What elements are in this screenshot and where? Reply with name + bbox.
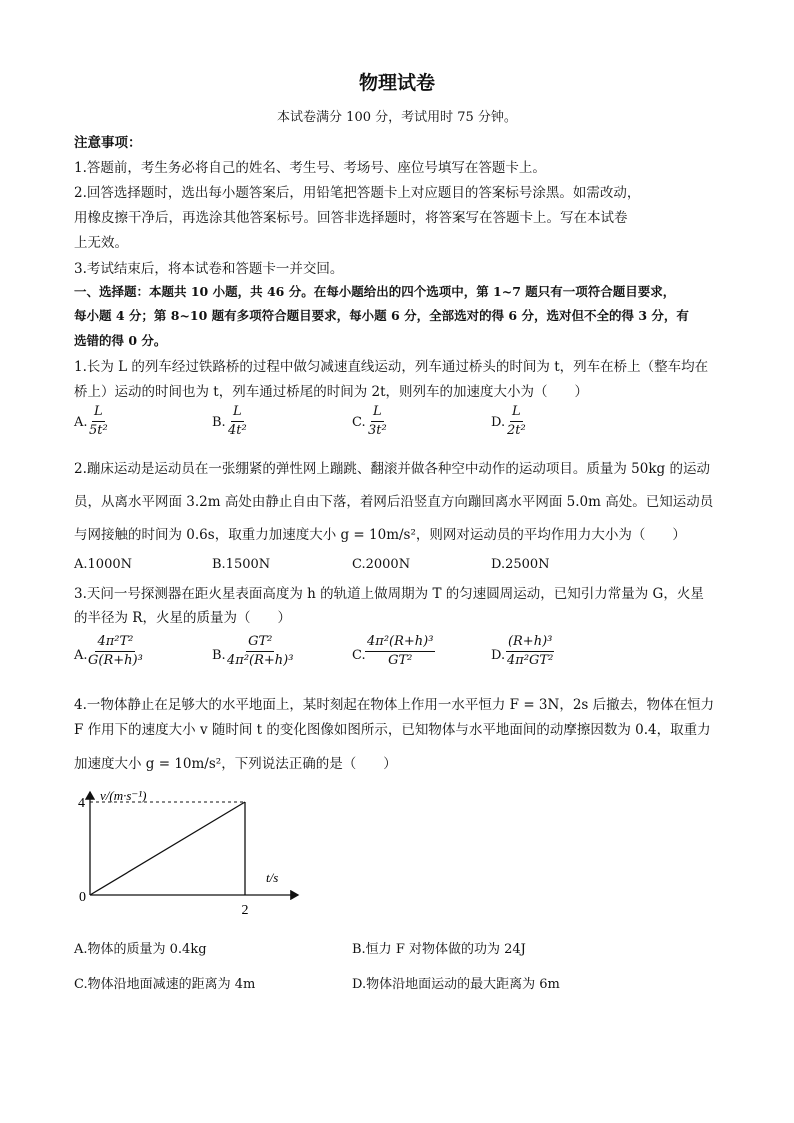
question-4-stem: F 作用下的速度大小 v 随时间 t 的变化图像如图所示，已知物体与水平地面间的动摩擦因数为 0.4，取重力 [74, 722, 711, 738]
page-title: 物理试卷 [358, 72, 435, 94]
velocity-series-line [90, 802, 245, 895]
q4-option-c: C.物体沿地面减速的距离为 4m [74, 977, 256, 992]
q3-option-b-fraction: $\frac{\text{GT²}}{\text{4π²(R+h)³}}$ [227, 634, 294, 668]
velocity-time-chart [70, 782, 310, 917]
q2-option-d: D.2500N [491, 557, 550, 572]
question-4-stem: 加速度大小 g = 10m/s²，下列说法正确的是（ ） [74, 756, 397, 772]
x-axis-label: t/s [266, 870, 279, 885]
q1-option-b-fraction: $\frac{L}{\text{4t²}}$ [228, 404, 247, 438]
q3-option-d-label: D. [491, 648, 506, 663]
section-instructions: 选错的得 0 分。 [74, 333, 167, 348]
q1-option-d-fraction: $\frac{L}{\text{2t²}}$ [507, 404, 526, 438]
question-2-stem: 员，从离水平网面 3.2m 高处由静止自由下落，着网后沿竖直方向蹦回离水平网面 5.0m 高处。已知运动员 [74, 494, 714, 510]
q3-option-c-fraction: $\frac{\text{4π²(R+h)³}}{\text{GT²}}$ [367, 634, 434, 668]
q3-option-a-fraction: $\frac{\text{4π²T²}}{\text{G(R+h)³}}$ [88, 634, 143, 668]
question-1-stem: 1.长为 L 的列车经过铁路桥的过程中做匀减速直线运动，列车通过桥头的时间为 t，列车在桥上（整车均在 [74, 359, 709, 375]
q1-option-a-label: A. [74, 415, 88, 430]
q1-option-c-label: C. [352, 415, 366, 430]
notice-item: 上无效。 [74, 235, 128, 251]
q3-option-d-fraction: $\frac{\text{(R+h)³}}{\text{4π²GT²}}$ [507, 634, 554, 668]
notice-item: 用橡皮擦干净后，再选涂其他答案标号。回答非选择题时，将答案写在答题卡上。写在本试卷 [74, 210, 628, 226]
q2-option-c: C.2000N [352, 557, 411, 572]
question-1-stem: 桥上）运动的时间也为 t，列车通过桥尾的时间为 2t，则列车的加速度大小为（ ） [74, 384, 589, 400]
q3-option-b-label: B. [212, 648, 226, 663]
question-2-stem: 2.蹦床运动是运动员在一张绷紧的弹性网上蹦跳、翻滚并做各种空中动作的运动项目。质量为 50kg 的运动 [74, 461, 710, 477]
question-4-stem: 4.一物体静止在足够大的水平地面上，某时刻起在物体上作用一水平恒力 F = 3N，2s 后撤去，物体在恒力 [74, 697, 715, 713]
x-tick-label-0: 0 [79, 890, 86, 905]
section-instructions: 一、选择题：本题共 10 小题，共 46 分。在每小题给出的四个选项中，第 1~7 题只有一项符合题目要求， [74, 284, 676, 299]
notice-item: 1.答题前，考生务必将自己的姓名、考生号、考场号、座位号填写在答题卡上。 [74, 160, 546, 176]
exam-info: 本试卷满分 100 分，考试用时 75 分钟。 [277, 110, 517, 125]
y-axis-label: v/(m·s⁻¹) [100, 788, 147, 803]
question-3-stem: 的半径为 R，火星的质量为（ ） [74, 610, 291, 626]
q4-option-b: B.恒力 F 对物体做的功为 24J [352, 942, 526, 957]
q3-option-a-label: A. [74, 648, 88, 663]
question-2-stem: 与网接触的时间为 0.6s，取重力加速度大小 g = 10m/s²，则网对运动员的平均作用力大小为（ ） [74, 527, 686, 543]
q3-option-c-label: C. [352, 648, 366, 663]
notice-item: 3.考试结束后，将本试卷和答题卡一并交回。 [74, 261, 344, 277]
q1-option-b-label: B. [212, 415, 226, 430]
question-3-stem: 3.天问一号探测器在距火星表面高度为 h 的轨道上做周期为 T 的匀速圆周运动，已知引力常量为 G，火星 [74, 586, 704, 602]
q4-option-a: A.物体的质量为 0.4kg [74, 942, 207, 957]
y-tick-label-4: 4 [78, 796, 85, 811]
notice-heading: 注意事项： [74, 135, 142, 151]
q1-option-d-label: D. [491, 415, 506, 430]
x-tick-label-2: 2 [241, 903, 249, 917]
q1-option-c-fraction: $\frac{L}{\text{3t²}}$ [368, 404, 387, 438]
q1-option-a-fraction: $\frac{L}{\text{5t²}}$ [89, 404, 108, 438]
q2-option-a: A.1000N [74, 557, 132, 572]
section-instructions: 每小题 4 分；第 8~10 题有多项符合题目要求，每小题 6 分，全部选对的得 6 分，选对但不全的得 3 分，有 [74, 308, 689, 323]
q4-option-d: D.物体沿地面运动的最大距离为 6m [352, 977, 560, 992]
notice-item: 2.回答选择题时，选出每小题答案后，用铅笔把答题卡上对应题目的答案标号涂黑。如需改动， [74, 185, 641, 201]
q2-option-b: B.1500N [212, 557, 271, 572]
